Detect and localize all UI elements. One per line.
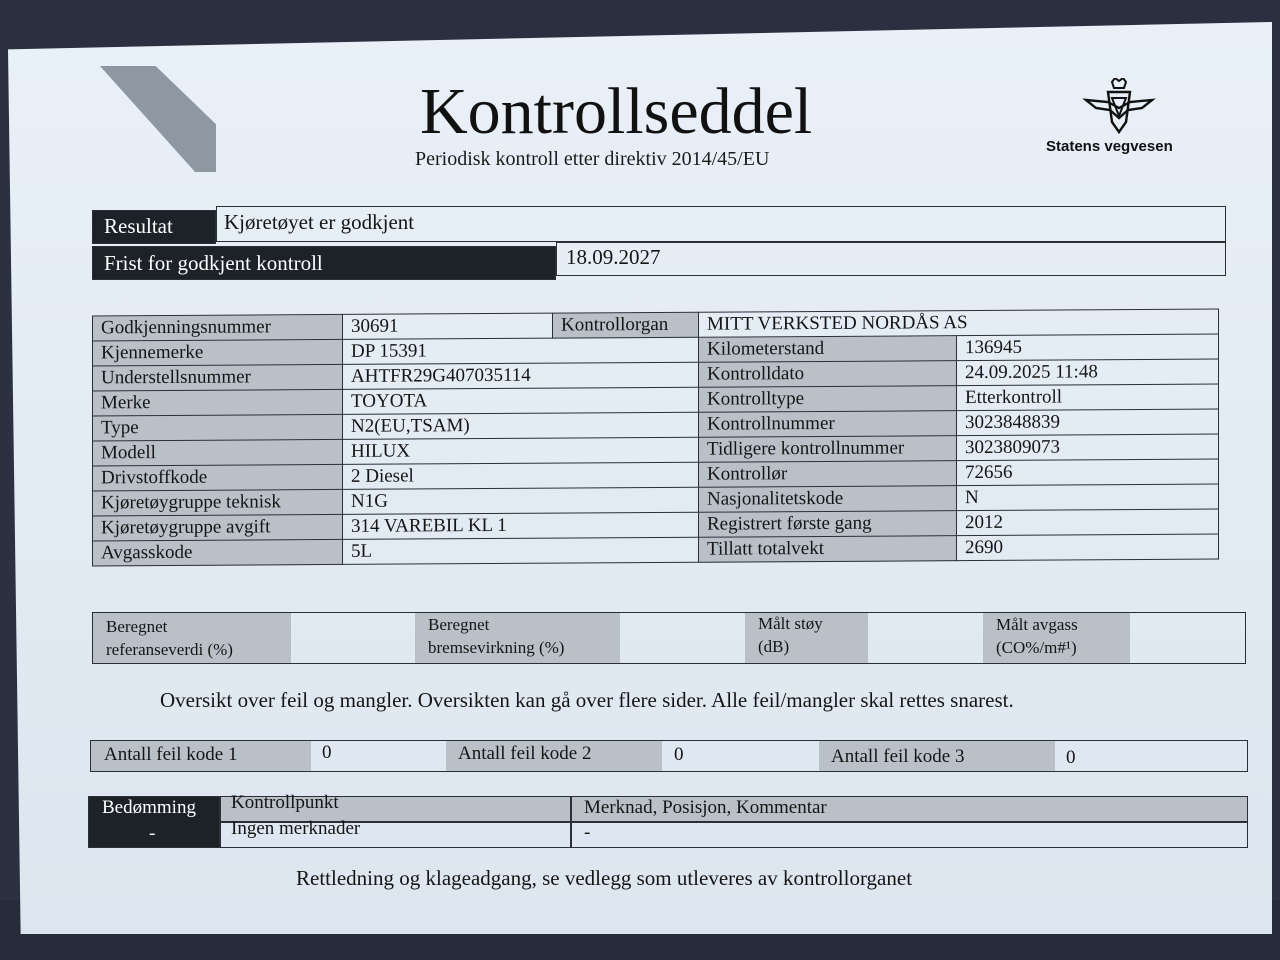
fault-code1-value: 0 xyxy=(322,742,332,763)
statens-vegvesen-logo-icon xyxy=(1082,78,1156,136)
checkpoint-header: Kontrollpunkt xyxy=(231,792,339,813)
field-value: N2(EU,TSAM) xyxy=(343,412,699,439)
ref-value-label-line1: Beregnet xyxy=(106,617,168,636)
field-label: Kontrollorgan xyxy=(553,312,699,338)
field-label: Kjennemerke xyxy=(93,339,343,366)
result-label: Resultat xyxy=(104,214,173,238)
field-value: N xyxy=(957,484,1219,511)
brake-label-line2: bremsevirkning (%) xyxy=(428,638,565,657)
remark-value: - xyxy=(584,822,591,843)
field-label: Kontrolltype xyxy=(699,386,957,413)
field-value: 2012 xyxy=(957,509,1219,536)
field-label: Kjøretøygruppe avgift xyxy=(93,514,343,541)
field-label: Registrert første gang xyxy=(699,511,957,538)
field-label: Kontrollnummer xyxy=(699,411,957,438)
fault-code3-label: Antall feil kode 3 xyxy=(831,746,965,767)
field-label: Kontrolldato xyxy=(699,361,957,388)
remark-header: Merknad, Posisjon, Kommentar xyxy=(584,797,827,818)
field-value: 2 Diesel xyxy=(343,462,699,489)
deadline-value: 18.09.2027 xyxy=(566,245,661,269)
field-label: Godkjenningsnummer xyxy=(93,314,343,341)
fault-code2-value: 0 xyxy=(674,744,684,765)
field-value: Etterkontroll xyxy=(957,384,1219,411)
field-label: Tidligere kontrollnummer xyxy=(699,436,957,463)
exhaust-label-line1: Målt avgass xyxy=(996,615,1078,634)
assessment-value-row xyxy=(220,822,1248,848)
field-label: Kjøretøygruppe teknisk xyxy=(93,489,343,516)
fault-code2-label: Antall feil kode 2 xyxy=(458,743,592,764)
ref-value-label-line2: referanseverdi (%) xyxy=(106,640,233,659)
brake-label-line1: Beregnet xyxy=(428,615,490,634)
assessment-column-divider xyxy=(570,796,572,848)
field-value: 24.09.2025 11:48 xyxy=(957,359,1219,386)
document-title: Kontrollseddel xyxy=(420,75,813,148)
field-label: Modell xyxy=(93,439,343,466)
field-value: 136945 xyxy=(957,334,1219,361)
field-label: Avgasskode xyxy=(93,539,343,566)
fault-code1-label: Antall feil kode 1 xyxy=(104,744,238,765)
footer-notice: Rettledning og klageadgang, se vedlegg som utleveres av kontrollorganet xyxy=(296,866,913,890)
exhaust-label-line2: (CO%/m#¹) xyxy=(996,638,1077,657)
overview-notice: Oversikt over feil og mangler. Oversikten kan gå over flere sider. Alle feil/mangler skal rettes snarest. xyxy=(160,688,1014,712)
document-subtitle: Periodisk kontroll etter direktiv 2014/45/EU xyxy=(415,148,770,170)
field-value: 5L xyxy=(343,537,699,564)
field-label: Kilometerstand xyxy=(699,336,957,363)
field-value: TOYOTA xyxy=(343,387,699,414)
field-value: DP 15391 xyxy=(343,337,699,364)
field-value: 314 VAREBIL KL 1 xyxy=(343,512,699,539)
field-value: MITT VERKSTED NORDÅS AS xyxy=(699,309,1219,337)
assessment-value: - xyxy=(149,823,156,844)
result-value: Kjøretøyet er godkjent xyxy=(224,210,415,234)
field-label: Tillatt totalvekt xyxy=(699,536,957,563)
field-label: Merke xyxy=(93,389,343,416)
field-value: 3023809073 xyxy=(957,434,1219,461)
vehicle-info-table xyxy=(92,309,1219,567)
deadline-label: Frist for godkjent kontroll xyxy=(104,251,323,275)
field-label: Nasjonalitetskode xyxy=(699,486,957,513)
field-value: N1G xyxy=(343,487,699,514)
fault-code3-value: 0 xyxy=(1066,747,1076,768)
agency-name: Statens vegvesen xyxy=(1046,138,1173,155)
checkpoint-value: Ingen merknader xyxy=(231,818,361,839)
field-value: HILUX xyxy=(343,437,699,464)
assessment-label: Bedømming xyxy=(102,797,196,818)
noise-label-line2: (dB) xyxy=(758,637,790,656)
field-value: 2690 xyxy=(957,534,1219,561)
field-label: Drivstoffkode xyxy=(93,464,343,491)
noise-label-line1: Målt støy xyxy=(758,614,823,633)
field-value: 30691 xyxy=(343,313,553,339)
field-value: AHTFR29G407035114 xyxy=(343,362,699,389)
field-value: 3023848839 xyxy=(957,409,1219,436)
field-value: 72656 xyxy=(957,459,1219,486)
field-label: Understellsnummer xyxy=(93,364,343,391)
field-label: Type xyxy=(93,414,343,441)
field-label: Kontrollør xyxy=(699,461,957,488)
